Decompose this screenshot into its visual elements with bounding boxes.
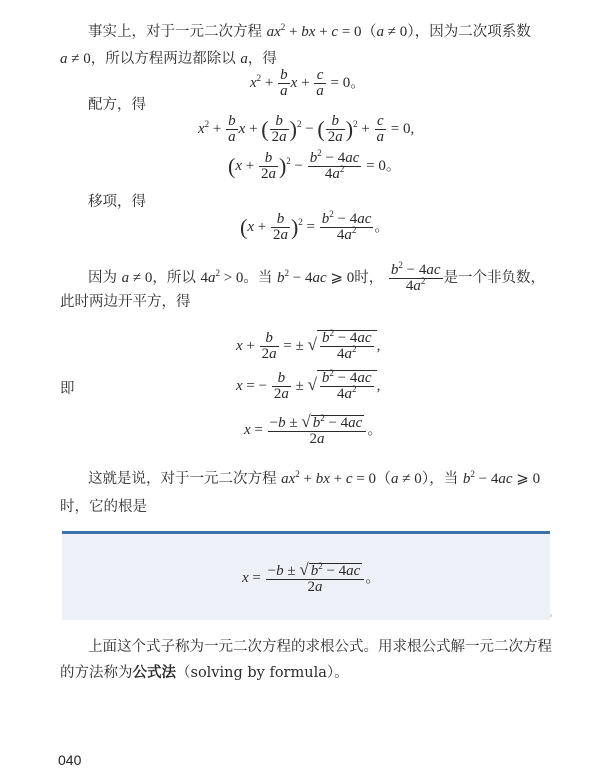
term-formula-method: 公式法: [132, 664, 176, 681]
equation-general-form: $ax^2$ + bx + c = 0（a ≠ 0）: [266, 22, 415, 40]
paragraph-2-line-2: 此时两边开平方，得: [60, 294, 191, 310]
equation-complete-square-2: (x + $\frac{b}{2a}$ )$^2$ − $\frac{b^2 - 4ac}{4a^2}$ = 0。: [228, 148, 401, 182]
text-ji: 即: [60, 381, 75, 397]
paragraph-1-line-2: a ≠ 0，所以方程两边都除以 a，得: [60, 51, 277, 67]
equation-moved: (x + $\frac{b}{2a}$ )$^2$ = $\frac{b^2 - 4ac}{4a^2}$ 。: [240, 209, 390, 243]
text-peifang: 配方，得: [88, 97, 146, 113]
equation-quadratic-formula: x = $\frac{-b \pm √ b^2 - 4ac}{2a}$ 。: [244, 412, 383, 447]
equation-sqrt-both-sides: x + $\frac{b}{2a}$ = ± √ $\frac{b^2 - 4ac}{4a^2}$ ,: [236, 328, 381, 362]
equation-solve-x: x = − $\frac{b}{2a}$ ± √ $\frac{b^2 - 4ac}{4a^2}$ ,: [236, 368, 381, 402]
paragraph-3-line-2: 时，它的根是: [60, 499, 147, 515]
paragraph-4-line-1: 上面这个式子称为一元二次方程的求根公式。用求根公式解一元二次方程: [88, 639, 552, 655]
text-yixiang: 移项，得: [88, 194, 146, 210]
formula-box: [62, 531, 550, 620]
paragraph-1-line-1: 事实上，对于一元二次方程 $ax^2$ + bx + c = 0（a ≠ 0），因为二次项系数: [88, 22, 531, 40]
boxed-quadratic-formula: x = $\frac{-b \pm √ b^2 - 4ac}{2a}$ 。: [242, 560, 381, 595]
paragraph-2-line-1: 因为 a ≠ 0，所以 $4a^2 > 0$。当 $b^2 - 4ac$ ⩾ 0时， $\frac{b^2 - 4ac}{4a^2}$ 是一个非负数，: [88, 260, 545, 294]
page-number: 040: [58, 752, 82, 768]
equation-complete-square-1: $x^2$ + $\frac{b}{a}$ x + ( $\frac{b}{2a}$ )$^2$ − ( $\frac{b}{2a}$ )$^2$ + $\frac{c}{a}$ = 0,: [198, 113, 415, 145]
equation-divided: $x^2$ + $\frac{b}{a}$ x + $\frac{c}{a}$ = 0。: [250, 67, 366, 99]
paragraph-3-line-1: 这就是说，对于一元二次方程 $ax^2$ + bx + c = 0（a ≠ 0），当 $b^2 - 4ac$ ⩾ 0: [88, 469, 541, 487]
paragraph-4-line-2: 的方法称为公式法（solving by formula）。: [60, 664, 349, 681]
